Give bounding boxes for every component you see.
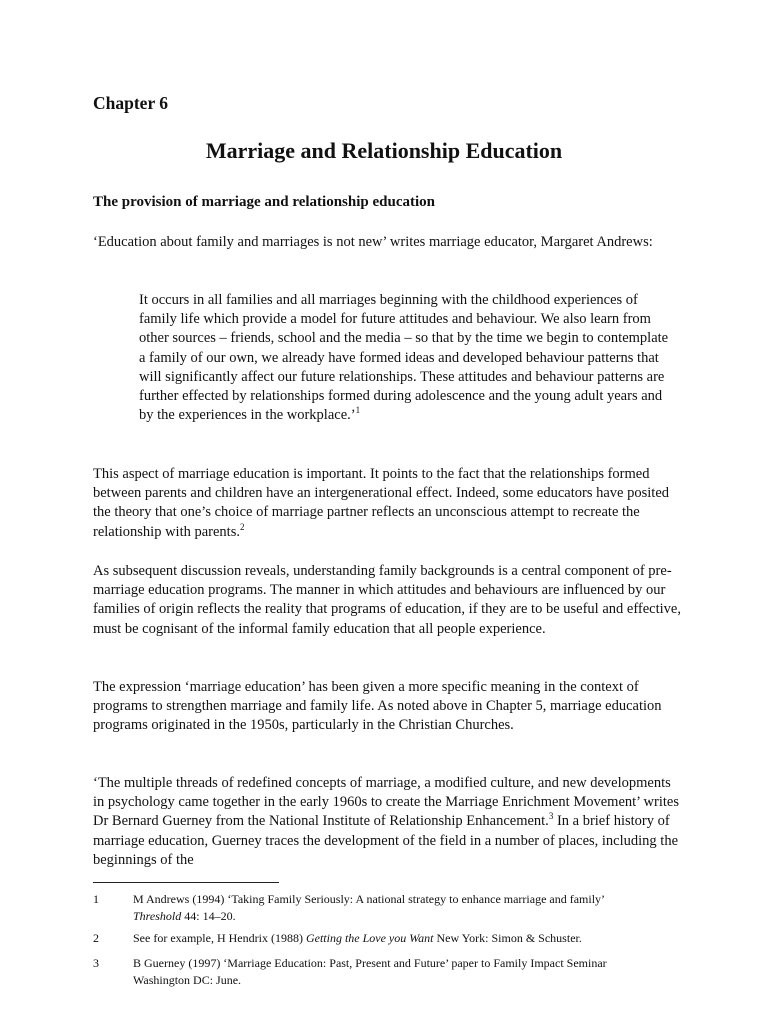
footnote-3	[93, 955, 653, 988]
paragraph-1-text: This aspect of marriage education is important. It points to the fact that the relationships formed between parents and children have an intergenerational effect. Indeed, some educators have posited the theory that one’s choice of marriage partner reflects an unconscious attempt to recreate the relationship with parents.	[93, 466, 669, 540]
footnote-title: Threshold	[133, 908, 182, 923]
footnote-text	[133, 930, 653, 947]
paragraph-4-text: ‘The multiple threads of redefined concepts of marriage, a modified culture, and new developments in psychology came together in the early 1960s to create the Marriage Enrichment Movement’ writes Dr Bernard Guerney from the National Institute of Relationship Enhancement.	[93, 775, 679, 830]
footnote-citation: See for example, H Hendrix (1988)	[133, 931, 306, 945]
chapter-label: Chapter 6	[93, 93, 169, 113]
footnote-number: 3	[93, 956, 99, 970]
footnote-citation-end: 44: 14–20.	[181, 908, 236, 923]
footnote-text	[133, 891, 653, 924]
footnote-citation: M Andrews (1994) ‘Taking Family Seriously: A national strategy to enhance marriage and family’	[133, 892, 605, 906]
footnote-2	[93, 930, 653, 947]
footnote-ref-2: 2	[239, 521, 245, 532]
footnote-citation-end: New York: Simon & Schuster.	[433, 931, 582, 945]
paragraph-1	[93, 465, 683, 542]
footnote-number: 1	[93, 892, 99, 906]
block-quote	[139, 291, 674, 425]
footnote-ref-3: 3	[548, 811, 554, 822]
intro-paragraph: ‘Education about family and marriages is not new’ writes marriage educator, Margaret Andrews:	[93, 234, 653, 250]
paragraph-4	[93, 774, 683, 870]
footnote-1	[93, 891, 653, 924]
section-heading: The provision of marriage and relationship education	[93, 194, 435, 210]
quote-text: It occurs in all families and all marriages beginning with the childhood experiences of family life which provide a model for future attitudes and behaviour. We also learn from other sources – friends, school and the media – so that by the time we begin to contemplate a family of our own, we already have formed ideas and developed behaviour patterns that will significantly affect our future relationships. These attitudes and behaviour patterns are further effected by relationships formed during adolescence and the young adult years and by the experiences in the workplace.’	[139, 292, 669, 424]
footnote-ref-1: 1	[355, 405, 361, 416]
footnote-title: Getting the Love you Want	[305, 931, 434, 945]
chapter-title: Marriage and Relationship Education	[205, 138, 563, 163]
footnote-citation: B Guerney (1997) ‘Marriage Education: Past, Present and Future’ paper to Family Impact Seminar Washington DC: June.	[133, 956, 607, 987]
footnote-divider	[93, 882, 279, 883]
paragraph-4-continuation: In a brief history of marriage education, Guerney traces the development of the field in a number of places, including the beginnings of the	[93, 813, 679, 868]
paragraph-3: The expression ‘marriage education’ has been given a more specific meaning in the context of programs to strengthen marriage and family life. As noted above in Chapter 5, marriage education programs originated in the 1950s, particularly in the Christian Churches.	[93, 679, 662, 734]
footnote-text	[133, 955, 653, 988]
footnote-number: 2	[93, 931, 99, 945]
paragraph-2: As subsequent discussion reveals, understanding family backgrounds is a central component of pre-marriage education programs. The manner in which attitudes and behaviours are influenced by our families of origin reflects the reality that programs of education, if they are to be useful and effective, must be cognisant of the informal family education that all people experience.	[93, 563, 681, 637]
